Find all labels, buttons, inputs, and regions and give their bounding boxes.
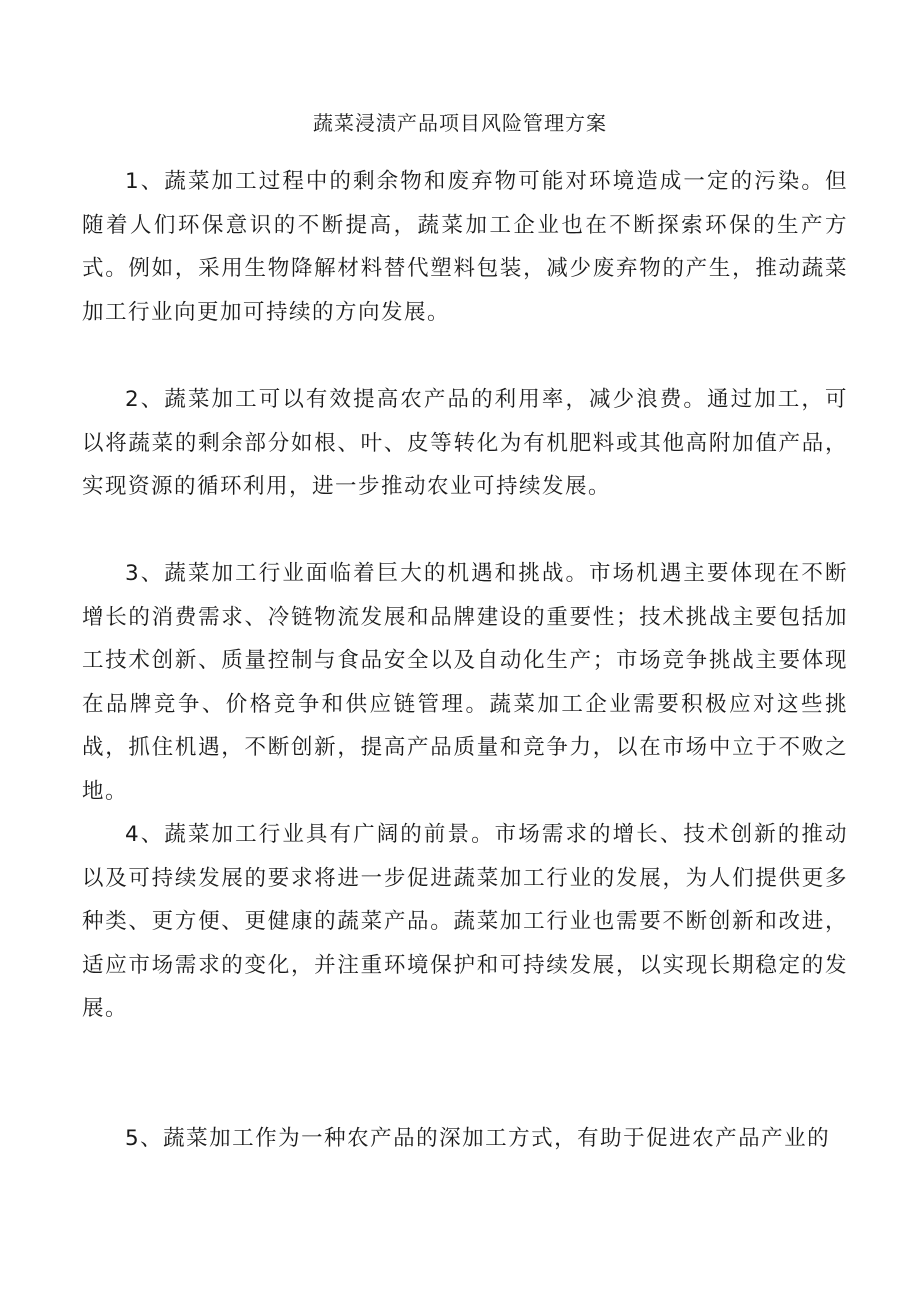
paragraph-3: 3、蔬菜加工行业面临着巨大的机遇和挑战。市场机遇主要体现在不断增长的消费需求、冷链物流发展和品牌建设的重要性；技术挑战主要包括加工技术创新、质量控制与食品安全以及自动化生产；市场竞争挑战主要体现在品牌竞争、价格竞争和供应链管理。蔬菜加工企业需要积极应对这些挑战，抓住机遇，不断创新，提高产品质量和竞争力，以在市场中立于不败之地。	[82, 561, 848, 804]
paragraph-2: 2、蔬菜加工可以有效提高农产品的利用率，减少浪费。通过加工，可以将蔬菜的剩余部分如根、叶、皮等转化为有机肥料或其他高附加值产品，实现资源的循环利用，进一步推动农业可持续发展。	[82, 387, 848, 499]
paragraph-5: 5、蔬菜加工作为一种农产品的深加工方式，有助于促进农产品产业的	[125, 1126, 831, 1151]
paragraph-4: 4、蔬菜加工行业具有广阔的前景。市场需求的增长、技术创新的推动以及可持续发展的要求将进一步促进蔬菜加工行业的发展，为人们提供更多种类、更方便、更健康的蔬菜产品。蔬菜加工行业也需要不断创新和改进，适应市场需求的变化，并注重环境保护和可持续发展，以实现长期稳定的发展。	[82, 822, 848, 1021]
paragraph-1: 1、蔬菜加工过程中的剩余物和废弃物可能对环境造成一定的污染。但随着人们环保意识的不断提高，蔬菜加工企业也在不断探索环保的生产方式。例如，采用生物降解材料替代塑料包装，减少废弃物的产生，推动蔬菜加工行业向更加可持续的方向发展。	[82, 169, 848, 325]
document-title: 蔬菜浸渍产品项目风险管理方案	[313, 111, 607, 135]
